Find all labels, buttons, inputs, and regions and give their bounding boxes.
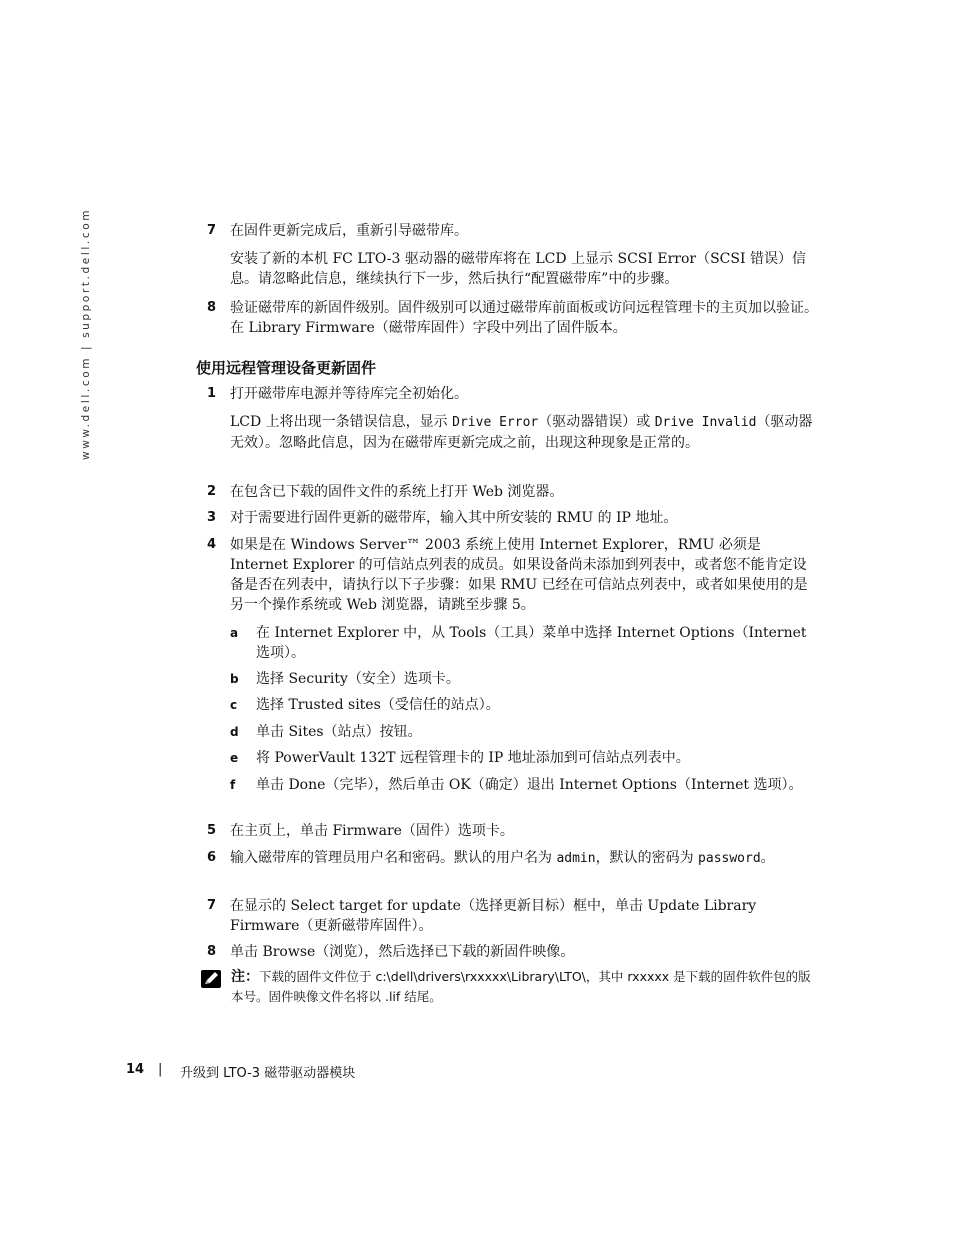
- text-run: ，默认的密码为: [595, 850, 699, 866]
- step-number: 2: [207, 484, 217, 499]
- code-text: Drive Error: [452, 415, 539, 430]
- note-text: 下载的固件文件位于 c:\dell\drivers\rxxxxx\Library\LTO\，其中 rxxxxx 是下载的固件软件包的版本号。固件映像文件名将以 .lif 结尾。: [231, 969, 811, 1004]
- step-8-top: [207, 298, 820, 346]
- substep-letter: a: [230, 626, 239, 640]
- step-number: 7: [207, 898, 217, 913]
- code-text: Drive Invalid: [654, 415, 757, 430]
- step-7: [207, 896, 820, 944]
- text-run: LCD 上将出现一条错误信息，显示: [230, 414, 453, 430]
- code-text: password: [698, 851, 761, 866]
- code-text: admin: [556, 851, 596, 866]
- step-number: 6: [207, 850, 217, 865]
- substep-text: 单击 Done（完毕），然后单击 OK（确定）退出 Internet Options（Internet 选项）。: [256, 777, 803, 793]
- substep-f: [230, 775, 816, 795]
- text-run: 输入磁带库的管理员用户名和密码。默认的用户名为: [230, 850, 557, 866]
- step-text: 在包含已下载的固件文件的系统上打开 Web 浏览器。: [230, 484, 564, 500]
- pencil-note-icon: [200, 969, 222, 989]
- step-text: 在固件更新完成后，重新引导磁带库。: [230, 223, 468, 239]
- step-5: [207, 821, 820, 849]
- note-label: 注：: [231, 969, 259, 985]
- page-number: 14: [126, 1062, 145, 1077]
- step-4: [207, 535, 820, 623]
- substep-text: 选择 Trusted sites（受信任的站点）。: [256, 697, 500, 713]
- substep-text: 将 PowerVault 132T 远程管理卡的 IP 地址添加到可信站点列表中。: [256, 750, 690, 766]
- substep-letter: e: [230, 751, 239, 765]
- substep-text: 单击 Sites（站点）按钮。: [256, 724, 422, 740]
- substep-letter: d: [230, 725, 239, 739]
- substep-text: 在 Internet Explorer 中，从 Tools（工具）菜单中选择 Internet Options（Internet 选项）。: [256, 625, 807, 661]
- substep-d: [230, 722, 816, 742]
- step-text: 对于需要进行固件更新的磁带库，输入其中所安装的 RMU 的 IP 地址。: [230, 510, 678, 526]
- step-3: [207, 508, 820, 536]
- step-text: 在显示的 Select target for update（选择更新目标）框中，单击 Update Library Firmware（更新磁带库固件）。: [230, 898, 757, 934]
- section-heading: 使用远程管理设备更新固件: [196, 359, 377, 377]
- text-run: （驱动器错误）或: [538, 414, 655, 430]
- substep-a: [230, 623, 816, 663]
- step-number: 8: [207, 300, 217, 315]
- step-text: 在主页上，单击 Firmware（固件）选项卡。: [230, 823, 514, 839]
- step-text: 验证磁带库的新固件级别。固件级别可以通过磁带库前面板或访问远程管理卡的主页加以验证。在 Library Firmware（磁带库固件）字段中列出了固件版本。: [230, 300, 818, 336]
- substep-text: 选择 Security（安全）选项卡。: [256, 671, 460, 687]
- footer-title: 升级到 LTO-3 磁带驱动器模块: [180, 1066, 356, 1081]
- substep-letter: f: [230, 778, 236, 792]
- note-box: [200, 967, 816, 1007]
- step-number: 1: [207, 386, 217, 401]
- substep-c: [230, 695, 816, 715]
- step-text: 如果是在 Windows Server™ 2003 系统上使用 Internet Explorer，RMU 必须是 Internet Explorer 的可信站点列表的成员。如果设备尚未添加到列表中，或者您不能肯定设备是否在列表中，请执行以下子步骤：如果 RMU 已经在可信站点列表中，或者如果使用的是另一个操作系统或 Web 浏览器，请跳至步骤 5。: [230, 537, 808, 613]
- step-2: [207, 482, 820, 510]
- step-text: 单击 Browse（浏览），然后选择已下载的新固件映像。: [230, 944, 575, 960]
- step-6: [207, 848, 820, 877]
- substep-letter: b: [230, 672, 239, 686]
- step-detail: 安装了新的本机 FC LTO-3 驱动器的磁带库将在 LCD 上显示 SCSI Error（SCSI 错误）信息。请忽略此信息，继续执行下一步，然后执行“配置磁带库”中的步骤。: [230, 251, 806, 287]
- step-8: [207, 942, 820, 970]
- substep-letter: c: [230, 698, 238, 712]
- step-text: 打开磁带库电源并等待库完全初始化。: [230, 386, 468, 402]
- substep-b: [230, 669, 816, 689]
- step-text: [230, 848, 820, 869]
- step-number: 8: [207, 944, 217, 959]
- text-run: （驱动器无效）。忽略此信息，因为在磁带库更新完成之前，出现这种现象是正常的。: [230, 414, 813, 451]
- substep-e: [230, 748, 816, 768]
- step-detail: [230, 412, 820, 453]
- step-number: 3: [207, 510, 217, 525]
- step-1: [207, 384, 820, 461]
- text-run: 。: [760, 850, 775, 866]
- footer-separator: |: [158, 1062, 163, 1077]
- sidebar-url: www.dell.com | support.dell.com: [80, 207, 92, 460]
- step-number: 4: [207, 537, 217, 552]
- step-number: 7: [207, 223, 217, 238]
- step-number: 5: [207, 823, 217, 838]
- step-7-top: [207, 221, 820, 297]
